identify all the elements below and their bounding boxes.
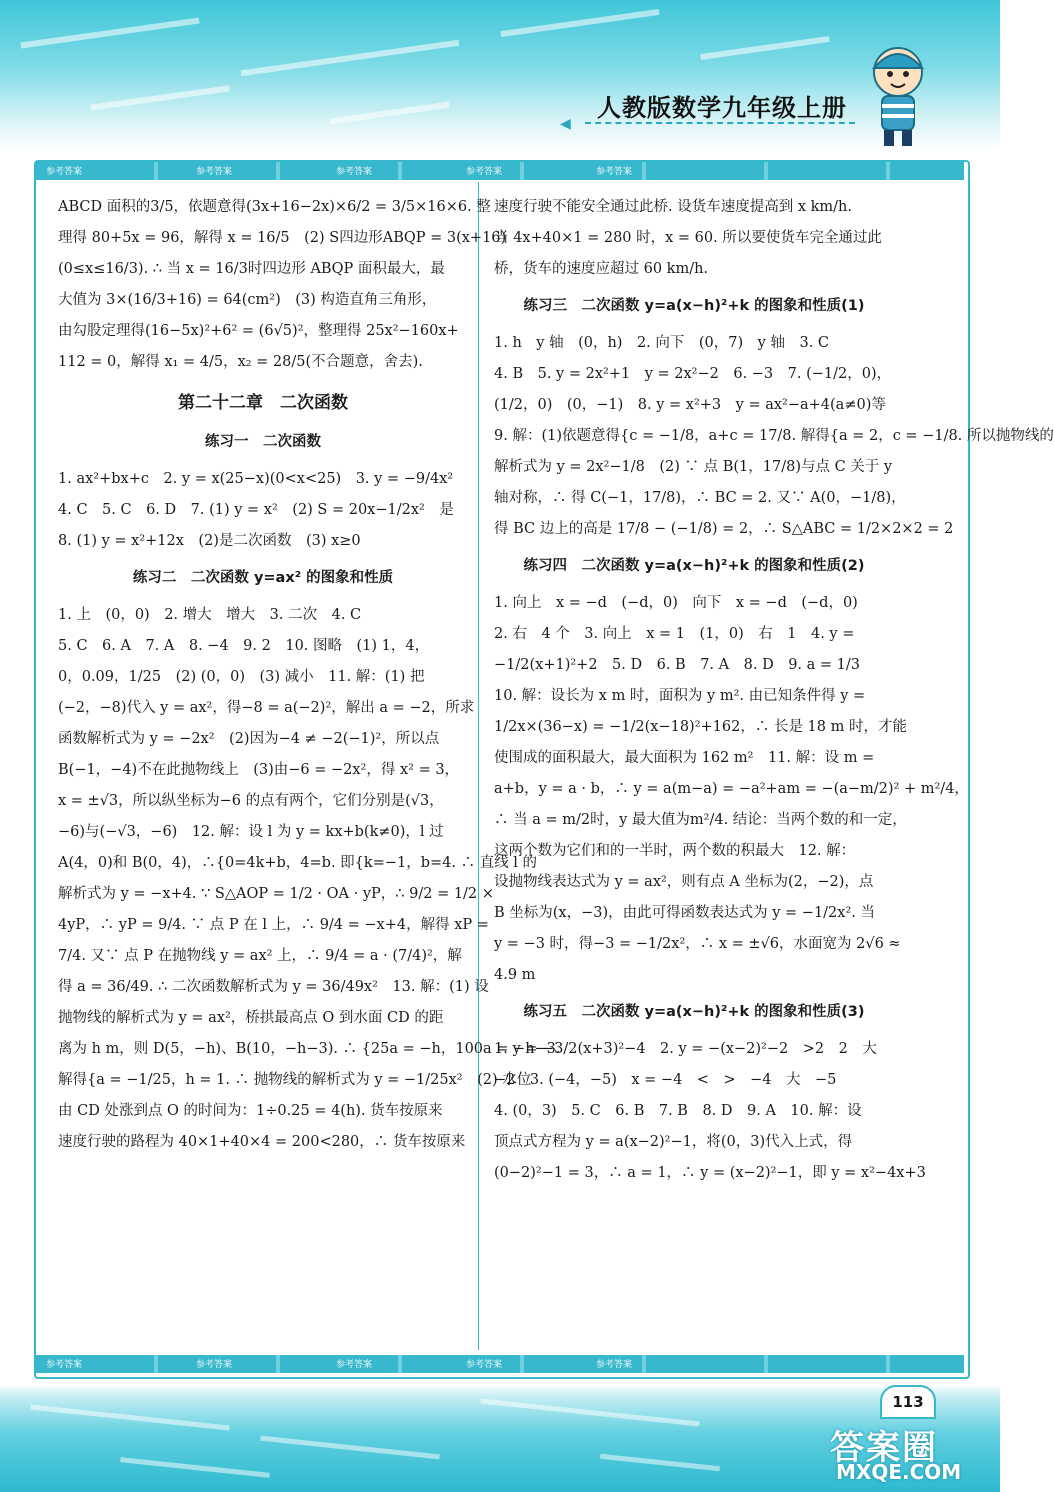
chapter-title: 第二十二章 二次函数 [178,393,348,413]
strip-tag: 参考答案 [46,167,83,177]
text-line: 4. (0，3) 5. C 6. B 7. B 8. D 9. A 10. 解：设 [494,1103,862,1119]
text-line: 得 a = 36/49. ∴ 二次函数解析式为 y = 36/49x² 13. 解：(1) 设 [58,979,489,995]
right-column [494,192,1054,1189]
text-line: 1. y = −3/2(x+3)²−4 2. y = −(x−2)²−2 >2 2 大 [494,1041,877,1057]
text-line: 2. 右 4 个 3. 向上 x = 1 (1，0) 右 1 4. y = [494,626,855,642]
text-line: ABCD 面积的3/5，依题意得(3x+16−2x)×6/2 = 3/5×16×6. 整 [58,199,491,215]
text-line: y = −3 时，得−3 = −1/2x²，∴ x = ±√6，水面宽为 2√6 ≈ [494,936,901,952]
text-line: 大值为 3×(16/3+16) = 64(cm²) (3) 构造直角三角形， [58,292,437,308]
text-line: −2 3. (−4，−5) x = −4 < > −4 大 −5 [494,1072,837,1088]
text-line: ∴ 当 a = m/2时，y 最大值为m²/4. 结论：当两个数的和一定， [494,812,907,828]
text-line: (0≤x≤16/3). ∴ 当 x = 16/3时四边形 ABQP 面积最大，最 [58,261,445,277]
text-line: 速度行驶的路程为 40×1+40×4 = 200<280，∴ 货车按原来 [58,1134,466,1150]
text-line: 抛物线的解析式为 y = ax²，桥拱最高点 O 到水面 CD 的距 [58,1010,444,1026]
text-line: 函数解析式为 y = −2x² (2)因为−4 ≠ −2(−1)²，所以点 [58,731,440,747]
text-line: 使围成的面积最大，最大面积为 162 m² 11. 解：设 m = [494,750,875,766]
text-line: 1. 向上 x = −d (−d，0) 向下 x = −d (−d，0) [494,595,858,611]
arrow-left-icon: ◀ [560,116,571,132]
text-line: −1/2(x+1)²+2 5. D 6. B 7. A 8. D 9. a = 1/3 [494,657,860,673]
page-number: 113 [880,1385,936,1419]
top-banner [0,0,1000,150]
section-title: 练习三 二次函数 y=a(x−h)²+k 的图象和性质(1) [523,298,865,314]
text-line: 4.9 m [494,967,536,983]
strip-tag: 参考答案 [196,167,233,177]
text-line: a+b，y = a · b，∴ y = a(m−a) = −a²+am = −(a−m/2)² + m²/4， [494,781,969,797]
strip-tag: 参考答案 [46,1360,83,1370]
top-strip [36,162,964,180]
text-line: 这两个数为它们和的一半时，两个数的积最大 12. 解： [494,843,856,859]
text-line: 7/4. 又∵ 点 P 在抛物线 y = ax² 上，∴ 9/4 = a · (7/4)²，解 [58,948,462,964]
text-line: 112 = 0，解得 x₁ = 4/5，x₂ = 28/5(不合题意，舍去). [58,354,423,370]
text-line: 5. C 6. A 7. A 8. −4 9. 2 10. 图略 (1) 1，4， [58,638,430,654]
text-line: 0，0.09，1/25 (2) (0，0) (3) 减小 11. 解：(1) 把 [58,669,425,685]
mascot-icon [858,40,938,150]
text-line: 理得 80+5x = 96，解得 x = 16/5 (2) S四边形ABQP = 3(x+16) [58,230,507,246]
text-line: B(−1，−4)不在此抛物线上 (3)由−6 = −2x²，得 x² = 3， [58,762,460,778]
text-line: 4yP，∴ yP = 9/4. ∵ 点 P 在 l 上，∴ 9/4 = −x+4，解得 xP = [58,917,489,933]
section-title: 练习四 二次函数 y=a(x−h)²+k 的图象和性质(2) [523,558,865,574]
text-line: 解得{a = −1/25，h = 1. ∴ 抛物线的解析式为 y = −1/25x² (2) 水位 [58,1072,532,1088]
strip-tag: 参考答案 [336,1360,373,1370]
text-line: 4. B 5. y = 2x²+1 y = 2x²−2 6. −3 7. (−1/2，0)， [494,366,892,382]
text-line: 1/2x×(36−x) = −1/2(x−18)²+162，∴ 长是 18 m 时，才能 [494,719,907,735]
text-line: 顶点式方程为 y = a(x−2)²−1，将(0，3)代入上式，得 [494,1134,853,1150]
text-line: (0−2)²−1 = 3，∴ a = 1，∴ y = (x−2)²−1，即 y = x²−4x+3 [494,1165,926,1181]
strip-tag: 参考答案 [336,167,373,177]
strip-tag: 参考答案 [466,1360,503,1370]
text-line: 9. 解：(1)依题意得{c = −1/8，a+c = 17/8. 解得{a = 2，c = −1/8. 所以抛物线的 [494,428,1054,444]
text-line: 当 4x+40×1 = 280 时，x = 60. 所以要使货车完全通过此 [494,230,882,246]
watermark-logo: 答案圈 [830,1428,938,1468]
text-line: (1/2，0) (0，−1) 8. y = x²+3 y = ax²−a+4(a≠0)等 [494,397,886,413]
text-line: 1. 上 (0，0) 2. 增大 增大 3. 二次 4. C [58,607,362,623]
bottom-strip [36,1355,964,1373]
text-line: 10. 解：设长为 x m 时，面积为 y m². 由已知条件得 y = [494,688,866,704]
text-line: 由勾股定理得(16−5x)²+6² = (6√5)²，整理得 25x²−160x+ [58,323,459,339]
section-title: 练习五 二次函数 y=a(x−h)²+k 的图象和性质(3) [523,1004,865,1020]
section-title: 练习二 二次函数 y=ax² 的图象和性质 [132,570,394,586]
text-line: 桥，货车的速度应超过 60 km/h. [494,261,709,277]
title-underline [585,122,855,124]
text-line: 离为 h m，则 D(5，−h)、B(10，−h−3). ∴ {25a = −h，100a = −h−3. [58,1041,561,1057]
strip-tag: 参考答案 [596,167,633,177]
text-line: 由 CD 处涨到点 O 的时间为：1÷0.25 = 4(h). 货车按原来 [58,1103,443,1119]
text-line: 解析式为 y = −x+4. ∵ S△AOP = 1/2 · OA · yP，∴ 9/2 = 1/2 × [58,886,494,902]
text-line: x = ±√3，所以纵坐标为−6 的点有两个，它们分别是(√3， [58,793,444,809]
text-line: 得 BC 边上的高是 17/8 − (−1/8) = 2，∴ S△ABC = 1/2×2×2 = 2 [494,521,954,537]
section-title: 练习一 二次函数 [205,434,321,450]
text-line: (−2，−8)代入 y = ax²，得−8 = a(−2)²，解出 a = −2，所求 [58,700,475,716]
text-line: 4. C 5. C 6. D 7. (1) y = x² (2) S = 20x−1/2x² 是 [58,502,454,518]
column-divider [478,182,479,1350]
strip-tag: 参考答案 [596,1360,633,1370]
strip-tag: 参考答案 [196,1360,233,1370]
text-line: 8. (1) y = x²+12x (2)是二次函数 (3) x≥0 [58,533,361,549]
text-line: A(4，0)和 B(0，4)，∴{0=4k+b，4=b. 即{k=−1，b=4. ∴ 直线 l 的 [58,855,538,871]
book-title: 人教版数学九年级上册 [597,94,847,122]
text-line: 设抛物线表达式为 y = ax²，则有点 A 坐标为(2，−2)，点 [494,874,874,890]
strip-tag: 参考答案 [466,167,503,177]
text-line: −6)与(−√3，−6) 12. 解：设 l 为 y = kx+b(k≠0)，l 过 [58,824,444,840]
watermark-url: MXQE.COM [836,1460,962,1484]
text-line: 轴对称，∴ 得 C(−1，17/8)，∴ BC = 2. 又∵ A(0，−1/8)， [494,490,906,506]
text-line: B 坐标为(x，−3)，由此可得函数表达式为 y = −1/2x². 当 [494,905,875,921]
text-line: 1. ax²+bx+c 2. y = x(25−x)(0<x<25) 3. y = −9/4x² [58,471,454,487]
text-line: 速度行驶不能安全通过此桥. 设货车速度提高到 x km/h. [494,199,852,215]
text-line: 1. h y 轴 (0，h) 2. 向下 (0，7) y 轴 3. C [494,335,830,351]
text-line: 解析式为 y = 2x²−1/8 (2) ∵ 点 B(1，17/8)与点 C 关于 y [494,459,893,475]
